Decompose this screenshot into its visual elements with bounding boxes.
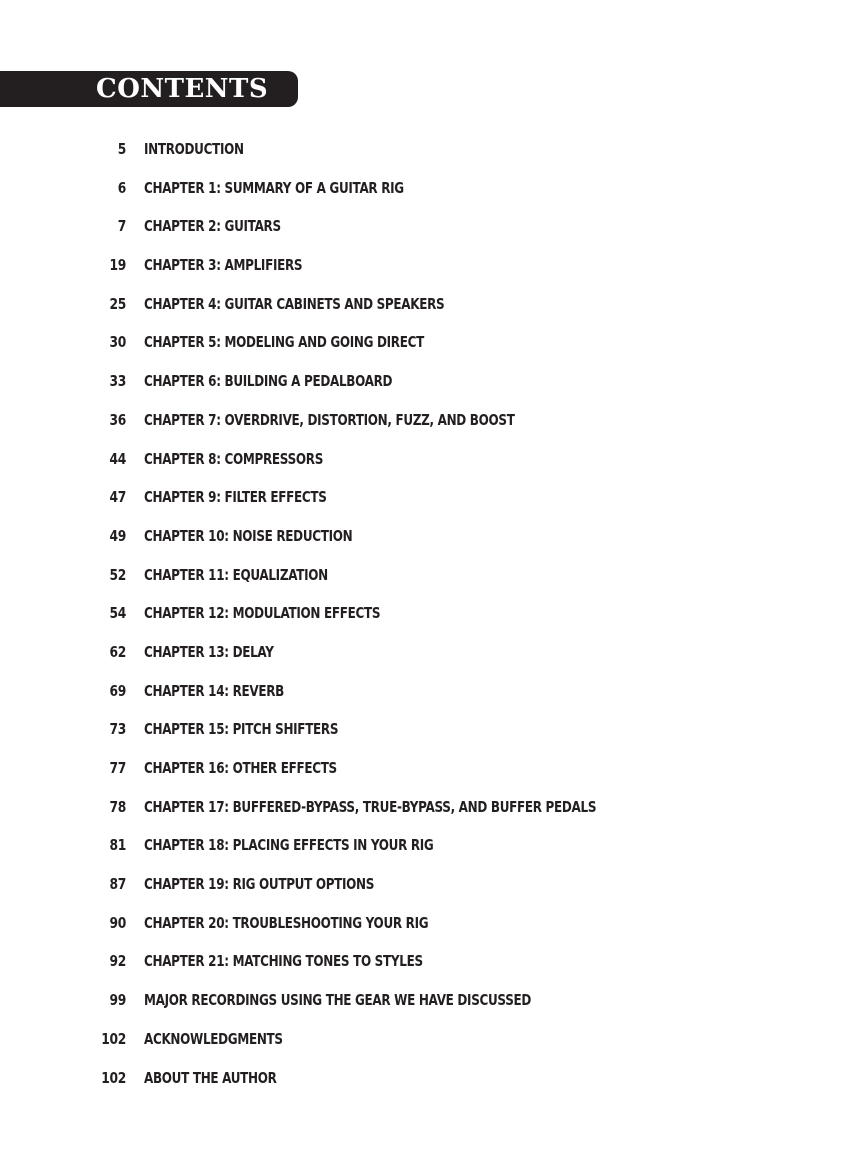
toc-page-number: 78 [109,797,126,816]
toc-page-number: 47 [109,488,126,507]
toc-page-number: 92 [109,952,126,971]
toc-page-number: 102 [101,1029,126,1048]
toc-title: CHAPTER 18: PLACING EFFECTS IN YOUR RIG [144,836,434,855]
toc-page-number: 62 [109,642,126,661]
toc-entry [0,1025,864,1064]
toc-entry [0,677,864,716]
toc-entry [0,212,864,251]
toc-title: CHAPTER 11: EQUALIZATION [144,565,328,584]
toc-page-number: 73 [109,720,126,739]
toc-title: CHAPTER 12: MODULATION EFFECTS [144,604,381,623]
toc-page-number: 81 [109,836,126,855]
toc-title: CHAPTER 1: SUMMARY OF A GUITAR RIG [144,178,404,197]
toc-entry [0,522,864,561]
toc-page-number: 102 [101,1068,126,1087]
toc-entry [0,328,864,367]
toc-title: CHAPTER 4: GUITAR CABINETS AND SPEAKERS [144,294,445,313]
toc-entry [0,135,864,174]
toc-entry [0,909,864,948]
toc-title: INTRODUCTION [144,140,244,158]
toc-entry [0,174,864,213]
toc-entry [0,986,864,1025]
toc-page-number: 52 [109,565,126,584]
toc-title: ABOUT THE AUTHOR [144,1068,277,1087]
toc-title: CHAPTER 2: GUITARS [144,217,281,236]
toc-page-number: 19 [109,256,126,275]
toc-entry [0,483,864,522]
toc-title: CHAPTER 7: OVERDRIVE, DISTORTION, FUZZ, AND BOOST [144,410,515,429]
toc-entry [0,367,864,406]
toc-entry [0,561,864,600]
toc-page-number: 6 [117,178,126,197]
toc-title: CHAPTER 14: REVERB [144,681,284,700]
toc-title: MAJOR RECORDINGS USING THE GEAR WE HAVE DISCUSSED [144,991,532,1010]
toc-entry [0,715,864,754]
toc-title: CHAPTER 10: NOISE REDUCTION [144,526,353,545]
toc-page-number: 36 [109,410,126,429]
toc-page-number: 87 [109,875,126,894]
toc-title: CHAPTER 15: PITCH SHIFTERS [144,720,339,739]
toc-entry [0,870,864,909]
toc-page-number: 44 [109,449,126,468]
toc-title: CHAPTER 19: RIG OUTPUT OPTIONS [144,875,375,894]
toc-page-number: 90 [109,913,126,932]
toc-page-number: 25 [109,294,126,313]
toc-title: CHAPTER 6: BUILDING A PEDALBOARD [144,372,393,391]
toc-page-number: 33 [109,372,126,391]
toc-entry [0,290,864,329]
toc-title: CHAPTER 5: MODELING AND GOING DIRECT [144,333,424,352]
toc-page-number: 54 [109,604,126,623]
toc-entry [0,406,864,445]
toc-page-number: 77 [109,759,126,777]
toc-page-number: 99 [109,991,126,1010]
toc-entry [0,754,864,793]
table-of-contents [0,135,864,1102]
toc-entry [0,947,864,986]
toc-entry [0,1064,864,1103]
toc-title: CHAPTER 9: FILTER EFFECTS [144,488,327,507]
toc-title: CHAPTER 21: MATCHING TONES TO STYLES [144,952,423,971]
toc-entry [0,793,864,832]
toc-title: CHAPTER 20: TROUBLESHOOTING YOUR RIG [144,913,429,932]
page-title: CONTENTS [96,74,269,104]
toc-title: CHAPTER 16: OTHER EFFECTS [144,759,337,777]
toc-title: CHAPTER 8: COMPRESSORS [144,449,324,468]
toc-page-number: 7 [117,217,126,236]
toc-entry [0,638,864,677]
toc-page-number: 5 [117,140,126,158]
toc-page-number: 69 [109,681,126,700]
toc-entry [0,599,864,638]
toc-title: ACKNOWLEDGMENTS [144,1029,283,1048]
toc-title: CHAPTER 3: AMPLIFIERS [144,256,303,275]
toc-entry [0,445,864,484]
toc-entry [0,251,864,290]
toc-page-number: 30 [109,333,126,352]
toc-title: CHAPTER 13: DELAY [144,642,274,661]
toc-entry [0,831,864,870]
toc-title: CHAPTER 17: BUFFERED-BYPASS, TRUE-BYPASS, AND BUFFER PEDALS [144,797,597,816]
toc-page-number: 49 [109,526,126,545]
